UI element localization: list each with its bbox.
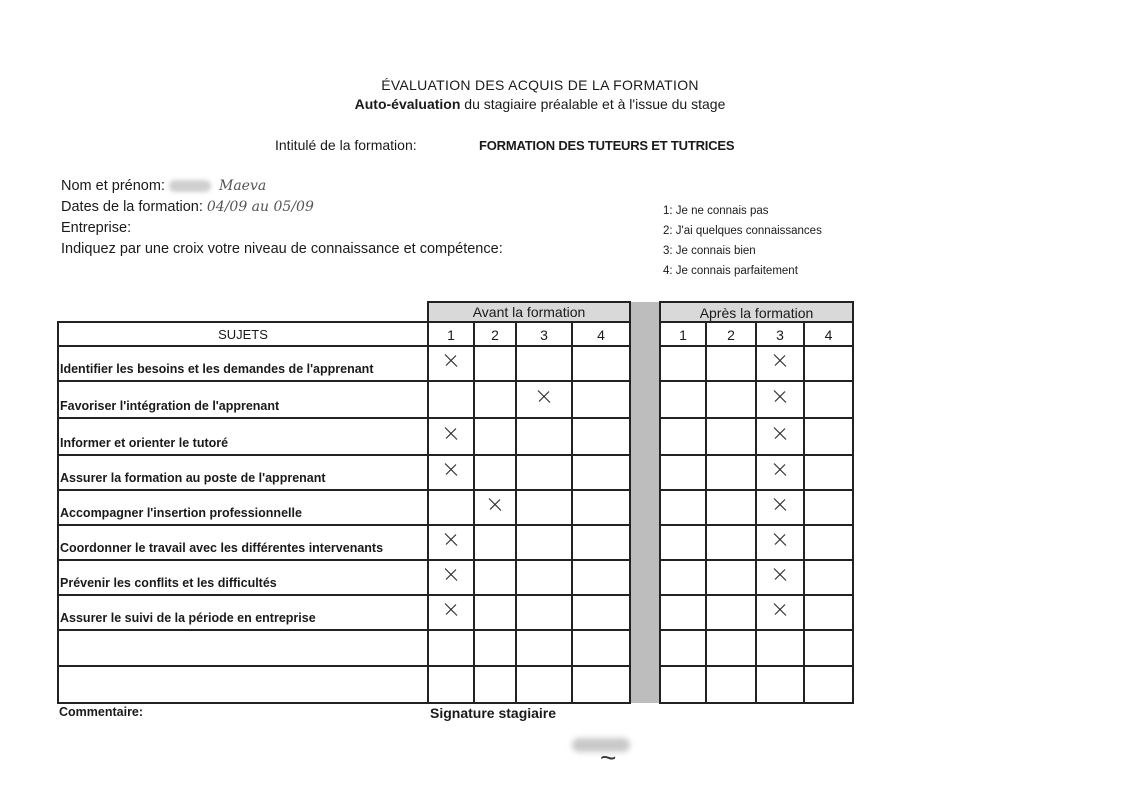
- before-level-2: 2: [491, 327, 499, 343]
- rating-cell: [706, 630, 756, 666]
- name-label: Nom et prénom:: [61, 178, 165, 194]
- comment-label: Commentaire:: [59, 705, 144, 719]
- rating-cell: [804, 525, 853, 560]
- rating-cell: [756, 490, 804, 525]
- course-value: FORMATION DES TUTEURS ET TUTRICES: [479, 138, 735, 153]
- rating-cell: [756, 560, 804, 595]
- rating-cell: [756, 418, 804, 455]
- rating-cell: [706, 455, 756, 490]
- rating-cell: [660, 525, 706, 560]
- rating-cell: [660, 666, 706, 703]
- after-check-mark: [774, 604, 786, 616]
- after-level-2: 2: [727, 327, 735, 343]
- rating-cell: [804, 666, 853, 703]
- subject-label: Coordonner le travail avec les différentes intervenants: [60, 541, 384, 555]
- rating-cell: [516, 666, 572, 703]
- rating-cell: [804, 595, 853, 630]
- before-check-mark: [445, 464, 457, 476]
- rating-cell: [756, 381, 804, 418]
- rating-cell: [572, 525, 630, 560]
- rating-cell: [474, 560, 516, 595]
- rating-cell: [660, 595, 706, 630]
- rating-cell: [660, 560, 706, 595]
- rating-cell: [516, 381, 572, 418]
- rating-cell: [572, 346, 630, 381]
- rating-cell: [516, 418, 572, 455]
- rating-cell: [572, 455, 630, 490]
- rating-cell: [756, 525, 804, 560]
- rating-cell: [804, 455, 853, 490]
- rating-cell: [474, 490, 516, 525]
- subject-label: Accompagner l'insertion professionnelle: [60, 506, 302, 520]
- rating-cell: [428, 595, 474, 630]
- rating-cell: [756, 595, 804, 630]
- rating-cell: [474, 346, 516, 381]
- rating-cell: [804, 490, 853, 525]
- rating-cell: [706, 525, 756, 560]
- before-check-mark: [445, 604, 457, 616]
- subject-label: Assurer la formation au poste de l'apprenant: [60, 471, 326, 485]
- rating-cell: [516, 490, 572, 525]
- before-level-3: 3: [540, 327, 548, 343]
- subject-label: Prévenir les conflits et les difficultés: [60, 576, 277, 590]
- rating-cell: [706, 490, 756, 525]
- before-level-1: 1: [447, 327, 455, 343]
- after-check-mark: [774, 569, 786, 581]
- rating-cell: [756, 630, 804, 666]
- rating-cell: [428, 490, 474, 525]
- rating-cell: [474, 418, 516, 455]
- before-check-mark: [445, 355, 457, 367]
- after-level-1: 1: [679, 327, 687, 343]
- rating-cell: [660, 381, 706, 418]
- before-check-mark: [538, 391, 550, 403]
- signature-label: Signature stagiaire: [430, 705, 557, 721]
- rating-cell: [474, 630, 516, 666]
- rating-cell: [706, 666, 756, 703]
- table-row: [58, 666, 428, 703]
- legend-item-2: 2: J'ai quelques connaissances: [663, 225, 822, 237]
- rating-cell: [428, 560, 474, 595]
- legend-item-4: 4: Je connais parfaitement: [663, 265, 798, 277]
- rating-cell: [474, 666, 516, 703]
- rating-cell: [428, 381, 474, 418]
- after-check-mark: [774, 391, 786, 403]
- subject-label: Identifier les besoins et les demandes de l'apprenant: [60, 362, 374, 376]
- subject-label: Assurer le suivi de la période en entreprise: [60, 611, 316, 625]
- company-label: Entreprise:: [61, 220, 132, 236]
- subtitle-rest: du stagiaire préalable et à l'issue du stage: [460, 96, 726, 112]
- rating-cell: [572, 560, 630, 595]
- after-check-mark: [774, 499, 786, 511]
- table-row: [58, 630, 428, 666]
- after-check-mark: [774, 428, 786, 440]
- legend-item-3: 3: Je connais bien: [663, 245, 756, 257]
- instruction-text: Indiquez par une croix votre niveau de connaissance et compétence:: [61, 241, 503, 257]
- rating-cell: [572, 595, 630, 630]
- rating-cell: [428, 630, 474, 666]
- after-level-4: 4: [824, 327, 833, 343]
- rating-cell: [660, 346, 706, 381]
- before-check-mark: [445, 428, 457, 440]
- rating-cell: [572, 666, 630, 703]
- after-check-mark: [774, 464, 786, 476]
- after-level-3: 3: [776, 327, 784, 343]
- after-header: Après la formation: [699, 305, 814, 321]
- rating-cell: [428, 525, 474, 560]
- rating-cell: [756, 346, 804, 381]
- rating-cell: [474, 595, 516, 630]
- rating-cell: [660, 418, 706, 455]
- rating-cell: [474, 455, 516, 490]
- rating-cell: [804, 418, 853, 455]
- rating-cell: [756, 666, 804, 703]
- rating-cell: [804, 560, 853, 595]
- rating-cell: [804, 346, 853, 381]
- before-check-mark: [489, 499, 501, 511]
- subjects-header: SUJETS: [218, 327, 268, 342]
- rating-cell: [516, 346, 572, 381]
- rating-cell: [706, 381, 756, 418]
- after-check-mark: [774, 534, 786, 546]
- rating-cell: [516, 630, 572, 666]
- rating-cell: [516, 455, 572, 490]
- rating-cell: [572, 418, 630, 455]
- rating-cell: [660, 630, 706, 666]
- before-check-mark: [445, 534, 457, 546]
- dates-label: Dates de la formation:: [61, 199, 203, 215]
- separator-column: [630, 302, 660, 703]
- rating-cell: [428, 666, 474, 703]
- name-value: Maeva: [219, 178, 267, 194]
- dates-value: 04/09 au 05/09: [206, 199, 314, 215]
- rating-cell: [756, 455, 804, 490]
- subject-label: Informer et orienter le tutoré: [60, 436, 229, 450]
- rating-cell: [428, 455, 474, 490]
- signature-mark: ~: [600, 742, 617, 773]
- after-check-mark: [774, 355, 786, 367]
- rating-cell: [706, 418, 756, 455]
- rating-cell: [516, 595, 572, 630]
- rating-cell: [660, 455, 706, 490]
- rating-cell: [804, 381, 853, 418]
- subtitle-bold: Auto-évaluation: [354, 96, 461, 112]
- before-check-mark: [445, 569, 457, 581]
- rating-cell: [428, 418, 474, 455]
- rating-cell: [474, 381, 516, 418]
- rating-cell: [706, 595, 756, 630]
- rating-cell: [572, 490, 630, 525]
- subject-label: Favoriser l'intégration de l'apprenant: [60, 399, 280, 413]
- rating-cell: [804, 630, 853, 666]
- form-title: ÉVALUATION DES ACQUIS DE LA FORMATION: [381, 77, 699, 93]
- rating-cell: [474, 525, 516, 560]
- rating-cell: [428, 346, 474, 381]
- rating-cell: [706, 346, 756, 381]
- rating-cell: [706, 560, 756, 595]
- before-header: Avant la formation: [472, 304, 586, 320]
- legend-item-1: 1: Je ne connais pas: [663, 205, 769, 217]
- before-level-4: 4: [597, 327, 605, 343]
- rating-cell: [660, 490, 706, 525]
- rating-cell: [516, 560, 572, 595]
- course-label: Intitulé de la formation:: [275, 137, 417, 153]
- rating-cell: [572, 381, 630, 418]
- rating-cell: [516, 525, 572, 560]
- rating-cell: [572, 630, 630, 666]
